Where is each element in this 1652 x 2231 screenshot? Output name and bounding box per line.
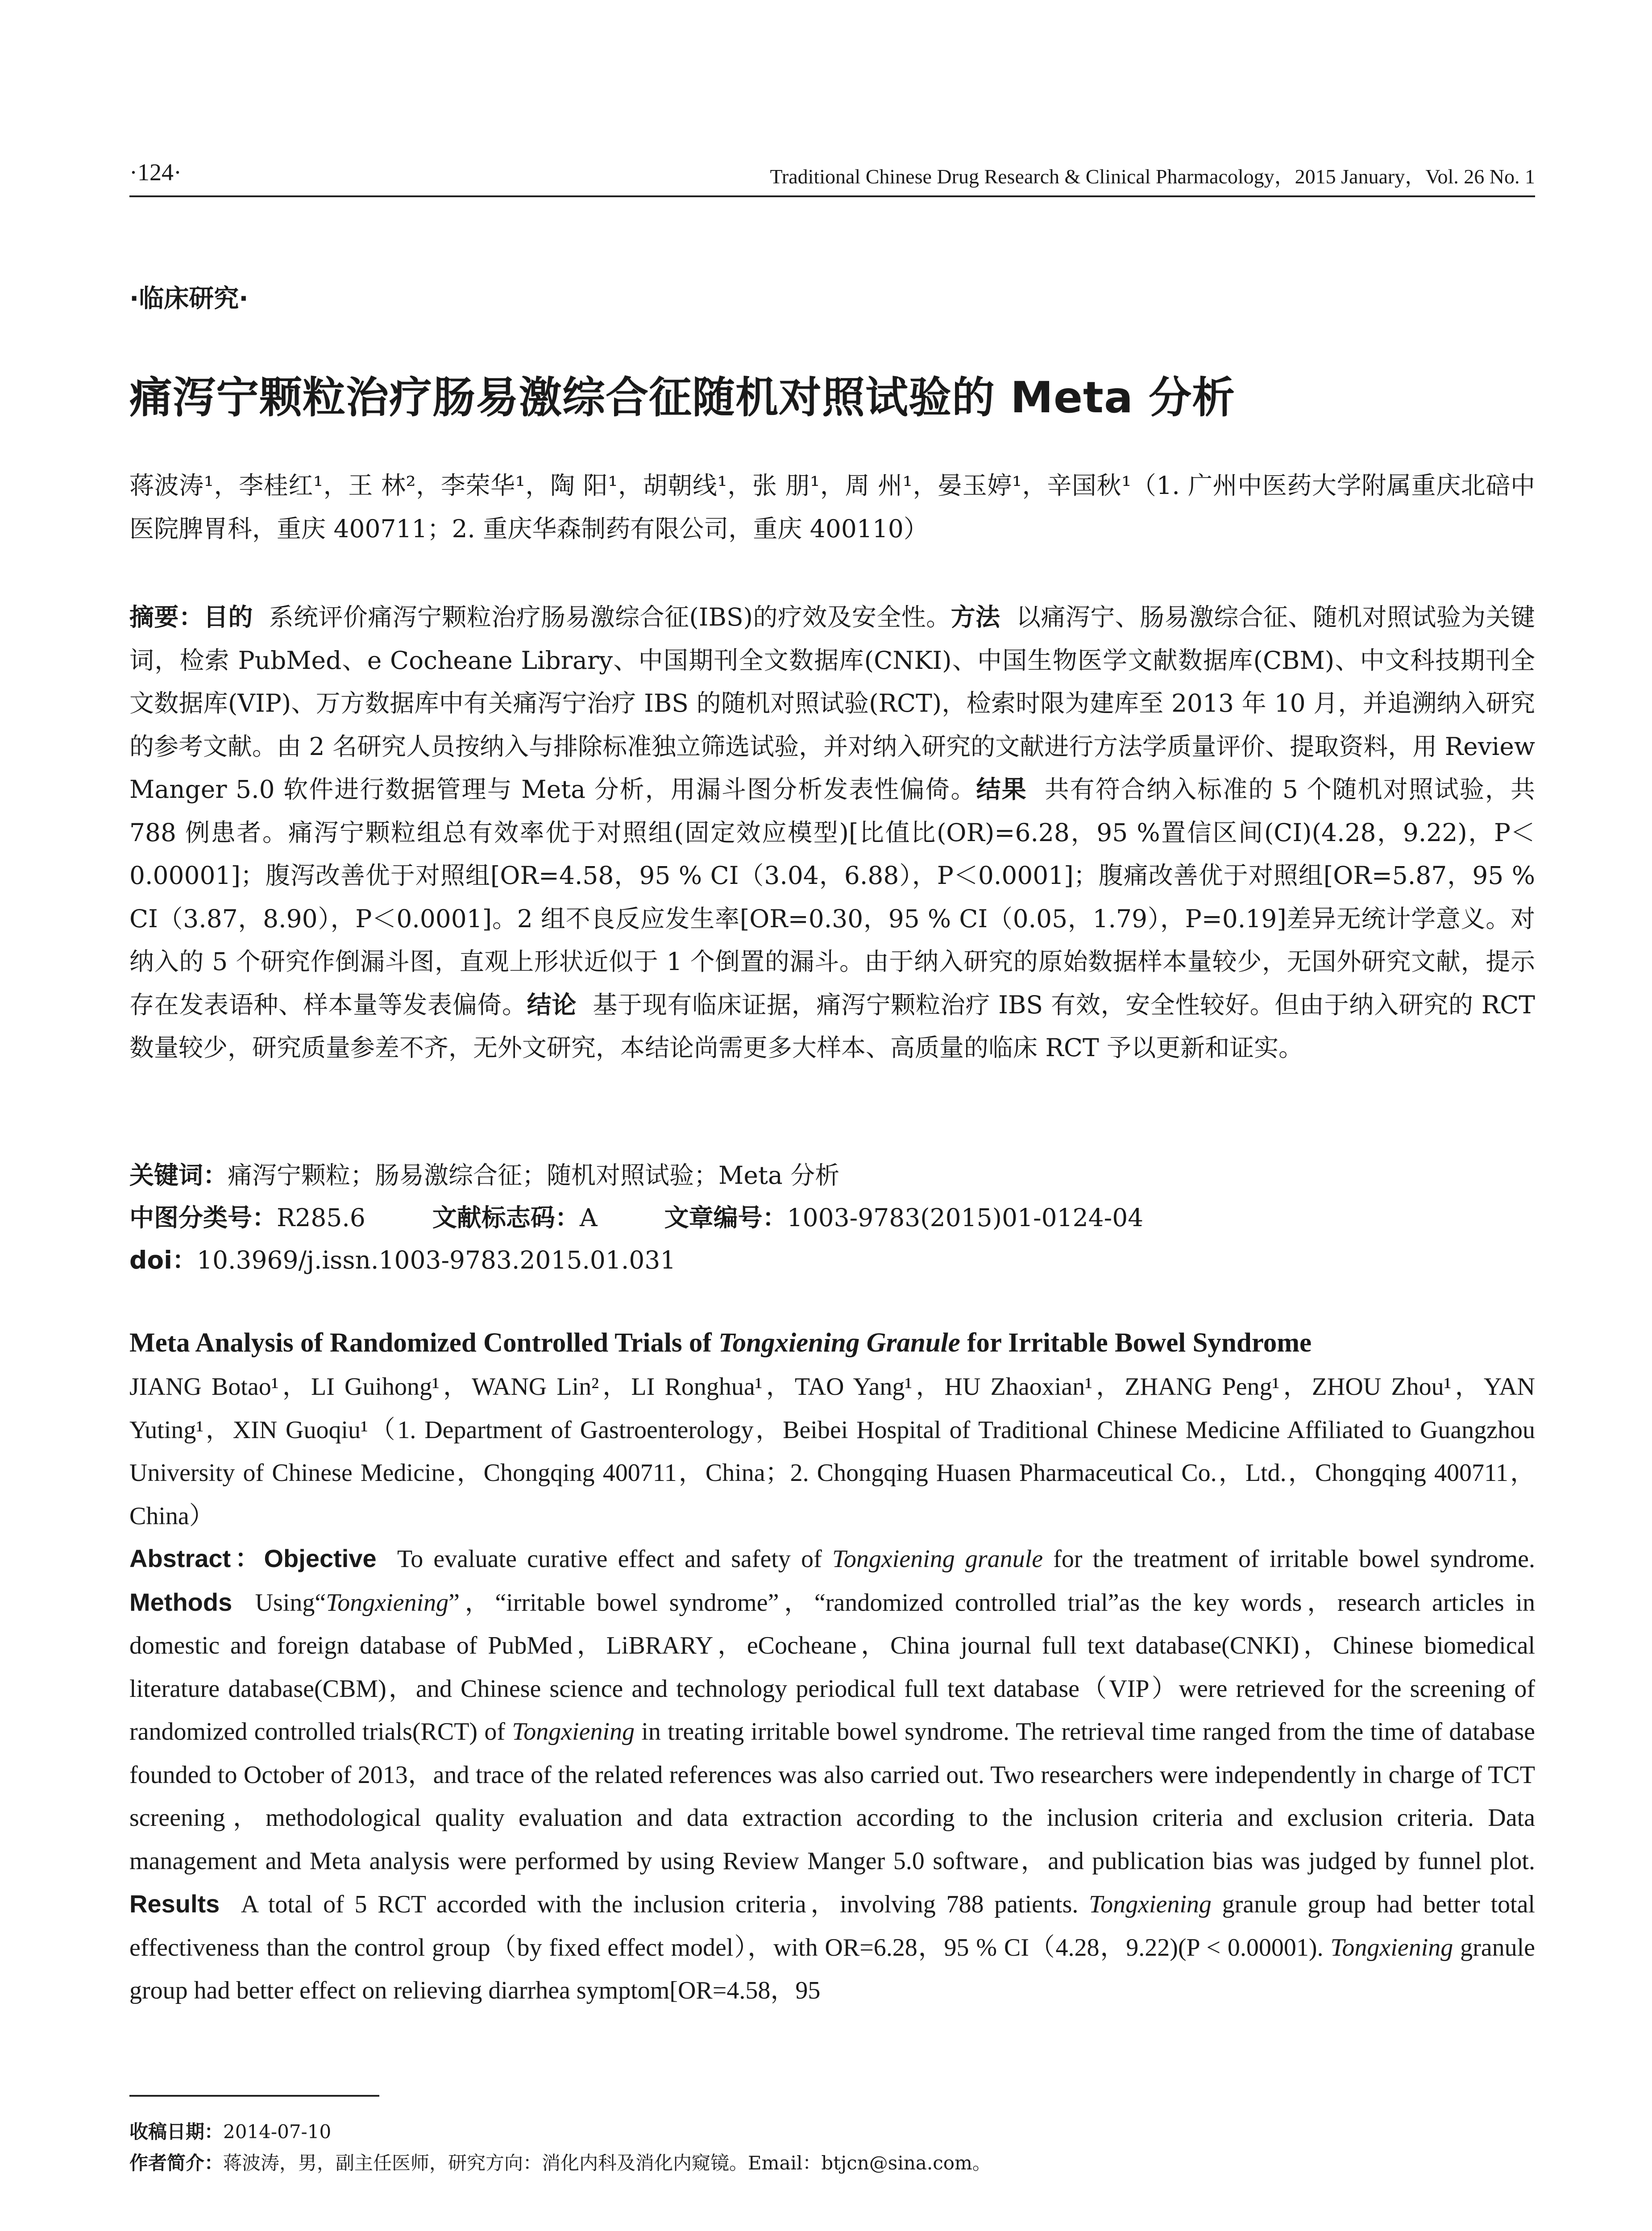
en-results-i: Tongxiening [1089,1891,1212,1918]
doc-code-label: 文献标志码： [432,1203,580,1232]
journal-citation: Traditional Chinese Drug Research & Clinical Pharmacology，2015 January，Vol. 26 No. 1 [770,165,1535,188]
en-results-label: Results [129,1890,220,1918]
received-date: 2014-07-10 [223,2121,332,2143]
received-label: 收稿日期： [129,2121,224,2143]
keywords [129,1156,839,1191]
doc-code-value: A [579,1203,598,1232]
en-methods-b: ”，“irritable bowel syndrome”，“randomized controlled trial”as the key words，research articles in domestic and foreign database of PubMed，LiBRARY，eCocheane，China journal full text database(CNKI)，Chinese biomedical literature database(CBM)，and Chinese science and technology periodical full text database（VIP）were retrieved for the screening of randomized controlled trials(RCT) of [129,1588,1535,1746]
abstract-cn [129,596,1535,1070]
running-header [129,158,1535,194]
clc-value: R285.6 [277,1203,365,1232]
english-title-part1: Meta Analysis of Randomized Controlled Trials of [129,1328,718,1358]
clc-label: 中图分类号： [129,1203,277,1232]
doi-label: doi： [129,1246,197,1274]
en-results-a: A total of 5 RCT accorded with the inclusion criteria，involving 788 patients. [241,1891,1089,1918]
authors-cn: 蒋波涛¹，李桂红¹，王 林²，李荣华¹，陶 阳¹，胡朝线¹，张 朋¹，周 州¹，晏玉婷¹，辛国秋¹（1. 广州中医药大学附属重庆北碚中医院脾胃科，重庆 400711；2. 重庆华森制药有限公司，重庆 400110） [129,471,1535,543]
english-title-part2: for Irritable Bowel Syndrome [960,1328,1312,1358]
doi [129,1240,676,1276]
article-number-label: 文章编号： [664,1203,787,1232]
keywords-text: 痛泻宁颗粒；肠易激综合征；随机对照试验；Meta 分析 [228,1161,840,1190]
article-title: 痛泻宁颗粒治疗肠易激综合征随机对照试验的 Meta 分析 [129,373,1236,423]
footnote-received [129,2117,331,2144]
page-number: ·124· [129,159,182,186]
results-label: 结果 [976,775,1027,804]
english-title-italic: Tongxiening Granule [718,1328,960,1358]
methods-text: 以痛泻宁、肠易激综合征、随机对照试验为关键词，检索 PubMed、e Cocheane Library、中国期刊全文数据库(CNKI)、中国生物医学文献数据库(CBM)、中文科技期刊全文数据库(VIP)、万方数据库中有关痛泻宁治疗 IBS 的随机对照试验(RCT)，检索时限为建库至 2013 年 10 月，并追溯纳入研究的参考文献。由 2 名研究人员按纳入与排除标准独立筛选试验，并对纳入研究的文献进行方法学质量评价、提取资料，用 Review Manger 5.0 软件进行数据管理与 Meta 分析，用漏斗图分析发表性偏倚。 [129,603,1535,804]
en-methods-i2: Tongxiening [512,1718,635,1746]
en-objective-i: Tongxiening granule [832,1545,1043,1573]
authors-en: JIANG Botao¹，LI Guihong¹，WANG Lin²，LI Ronghua¹，TAO Yang¹，HU Zhaoxian¹，ZHANG Peng¹，ZHOU Zhou¹，YAN Yuting¹，XIN Guoqiu¹（1. Department of Gastroenterology，Beibei Hospital of Traditional Chinese Medicine Affiliated to Guangzhou University of Chinese Medicine，Chongqing 400711，China；2. Chongqing Huasen Pharmaceutical Co.，Ltd.，Chongqing 400711，China） [129,1373,1536,1530]
footnote-rule [129,2095,379,2097]
objective-label: 目的 [203,603,253,631]
en-results-b: granule group had better total effectiveness than the control group（by fixed effect model），with OR=6.28，95 % CI（4.28，9.22)(P < 0.00001). [129,1891,1535,1961]
en-abstract-label: Abstract： [129,1544,264,1572]
doi-value: 10.3969/j.issn.1003-9783.2015.01.031 [197,1246,676,1274]
english-title [129,1327,1312,1359]
header-rule [129,195,1535,197]
methods-label: 方法 [951,603,1000,631]
conclusion-label: 结论 [527,990,577,1019]
en-objective-a: To evaluate curative effect and safety of [397,1545,832,1573]
en-objective-label: Objective [264,1544,377,1572]
author-bio: 蒋波涛，男，副主任医师，研究方向：消化内科及消化内窥镜。Email：btjcn@sina.com。 [223,2152,991,2174]
conclusion-text: 基于现有临床证据，痛泻宁颗粒治疗 IBS 有效，安全性较好。但由于纳入研究的 RCT 数量较少，研究质量参差不齐，无外文研究，本结论尚需更多大样本、高质量的临床 RCT 予以更新和证实。 [129,990,1535,1062]
results-text: 共有符合纳入标准的 5 个随机对照试验，共 788 例患者。痛泻宁颗粒组总有效率优于对照组(固定效应模型)[比值比(OR)=6.28，95 %置信区间(CI)(4.28，9.22)，P＜0.00001]；腹泻改善优于对照组[OR=4.58，95 % CI（3.04，6.88），P＜0.0001]；腹痛改善优于对照组[OR=5.87，95 % CI（3.87，8.90），P＜0.0001]。2 组不良反应发生率[OR=0.30，95 % CI（0.05，1.79），P=0.19]差异无统计学意义。对纳入的 5 个研究作倒漏斗图，直观上形状近似于 1 个倒置的漏斗。由于纳入研究的原始数据样本量较少，无国外研究文献，提示存在发表语种、样本量等发表偏倚。 [129,775,1535,1019]
footnote-author [129,2148,991,2175]
abstract-label: 摘要： [129,603,204,631]
en-objective-b: for the treatment of irritable bowel syndrome. [1043,1545,1536,1573]
en-methods-a: Using“ [255,1588,326,1617]
article-number-value: 1003-9783(2015)01-0124-04 [787,1203,1144,1232]
en-results-i2: Tongxiening [1330,1933,1453,1961]
en-methods-c: in treating irritable bowel syndrome. The retrieval time ranged from the time of database founded to October of 2013，and trace of the related references was also carried out. Two researchers were independently in charge of TCT screening，methodological quality evaluation and data extraction according to the inclusion criteria and exclusion criteria. Data management and Meta analysis were performed by using Review Manger 5.0 software，and publication bias was judged by funnel plot. [129,1718,1536,1875]
objective-text: 系统评价痛泻宁颗粒治疗肠易激综合征(IBS)的疗效及安全性。 [269,603,951,631]
author-bio-label: 作者简介： [129,2152,224,2174]
en-results-c: granule group had better effect on relieving diarrhea symptom[OR=4.58，95 [129,1933,1536,2004]
keywords-label: 关键词： [129,1161,228,1190]
en-methods-i: Tongxiening [326,1588,449,1617]
section-label: ·临床研究· [129,284,249,313]
classification [129,1198,1143,1233]
abstract-en [129,1537,1535,2012]
en-methods-label: Methods [129,1588,232,1616]
